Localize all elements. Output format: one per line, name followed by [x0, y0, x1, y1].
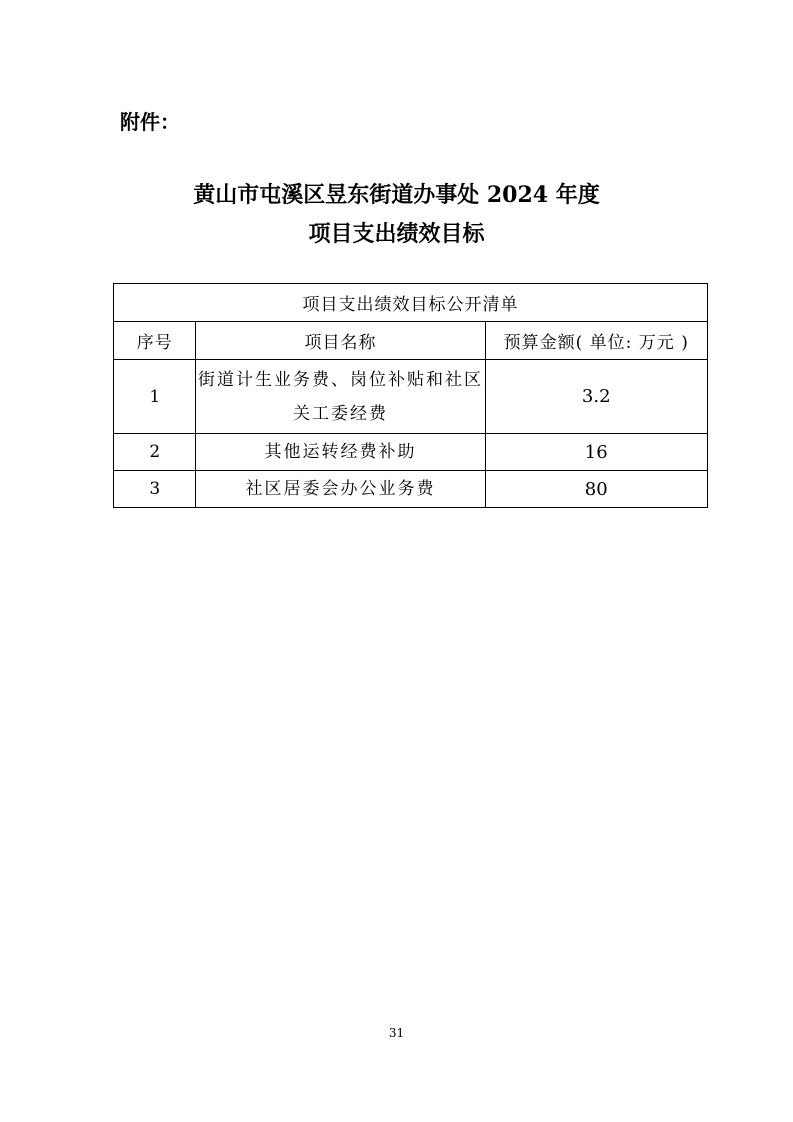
table-caption: 项目支出绩效目标公开清单: [114, 284, 708, 322]
row-seq: 2: [114, 434, 196, 471]
column-header-seq: 序号: [114, 322, 196, 360]
row-seq: 3: [114, 471, 196, 508]
column-header-amount: 预算金额( 单位: 万元 ): [485, 322, 708, 360]
row-budget-amount: 16: [485, 434, 708, 471]
table-row: [114, 471, 708, 508]
table-row: [114, 360, 708, 434]
document-title-line-1: 黄山市屯溪区昱东街道办事处 2024 年度: [193, 182, 600, 208]
row-project-name: 街道计生业务费、岗位补贴和社区关工委经费: [196, 360, 485, 434]
row-budget-amount: 3.2: [485, 360, 708, 434]
column-header-name: 项目名称: [196, 322, 485, 360]
table-header-row: [114, 322, 708, 360]
page-number: 31: [388, 1026, 405, 1040]
row-project-name: 其他运转经费补助: [196, 434, 485, 471]
document-title-line-2: 项目支出绩效目标: [308, 221, 485, 247]
row-seq: 1: [114, 360, 196, 434]
performance-target-table: [113, 283, 708, 508]
row-budget-amount: 80: [485, 471, 708, 508]
attachment-label: 附件：: [120, 110, 180, 134]
table-row: [114, 434, 708, 471]
table-caption-row: [114, 284, 708, 322]
row-project-name: 社区居委会办公业务费: [196, 471, 485, 508]
